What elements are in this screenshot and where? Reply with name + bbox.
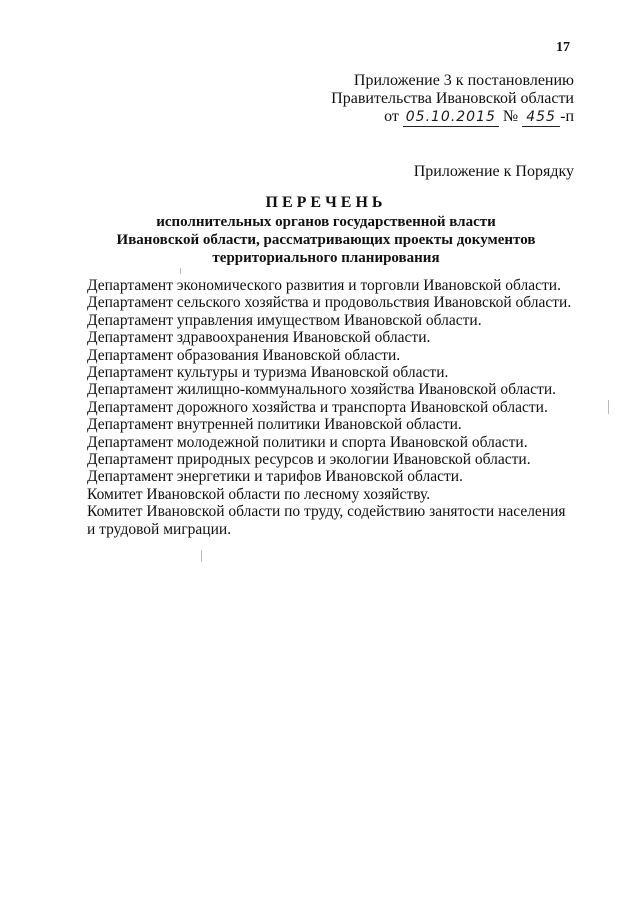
list-item: Департамент молодежной политики и спорта Ивановской области. (87, 433, 528, 451)
document-title-block (66, 193, 586, 267)
number-suffix: -п (560, 108, 574, 125)
scan-speck (201, 550, 202, 562)
page-number: 17 (556, 40, 570, 55)
appendix-date-line (331, 108, 574, 127)
document-title: ПЕРЕЧЕНЬ (265, 194, 387, 211)
subtitle-line-1: исполнительных органов государственной власти (156, 214, 496, 230)
authorities-list (87, 277, 577, 538)
list-item: Департамент внутренней политики Ивановской области. (87, 416, 462, 434)
order-appendix-label: Приложение к Порядку (413, 163, 574, 180)
handwritten-date: 05.10.2015 (403, 108, 499, 127)
list-item: Департамент здравоохранения Ивановской области. (87, 329, 431, 347)
scan-speck (608, 400, 609, 414)
subtitle-line-3: территориального планирования (212, 250, 440, 266)
list-item: Департамент образования Ивановской области. (87, 346, 401, 364)
list-item: Департамент жилищно-коммунального хозяйства Ивановской области. (87, 381, 557, 399)
list-item: Департамент природных ресурсов и экологии Ивановской области. (87, 451, 531, 469)
subtitle-line-2: Ивановской области, рассматривающих проекты документов (116, 232, 536, 248)
appendix-line-1: Приложение 3 к постановлению (353, 72, 574, 89)
handwritten-number: 455 (522, 108, 560, 127)
number-prefix: № (502, 108, 519, 125)
scan-speck (180, 268, 181, 274)
list-item: Департамент энергетики и тарифов Ивановской области. (87, 468, 463, 486)
list-item: Департамент культуры и туризма Ивановской области. (87, 364, 449, 382)
appendix-header (331, 72, 574, 127)
list-item: Департамент экономического развития и торговли Ивановской области. (87, 277, 561, 294)
list-item: Департамент сельского хозяйства и продовольствия Ивановской области. (87, 294, 572, 312)
date-prefix: от (384, 108, 399, 125)
appendix-line-2: Правительства Ивановской области (331, 90, 574, 107)
list-item: Комитет Ивановской области по труду, содействию занятости населения и трудовой миграции. (87, 503, 566, 538)
list-item: Департамент управления имуществом Ивановской области. (87, 311, 482, 329)
list-item: Комитет Ивановской области по лесному хозяйству. (87, 485, 431, 503)
list-item: Департамент дорожного хозяйства и транспорта Ивановской области. (87, 398, 548, 416)
